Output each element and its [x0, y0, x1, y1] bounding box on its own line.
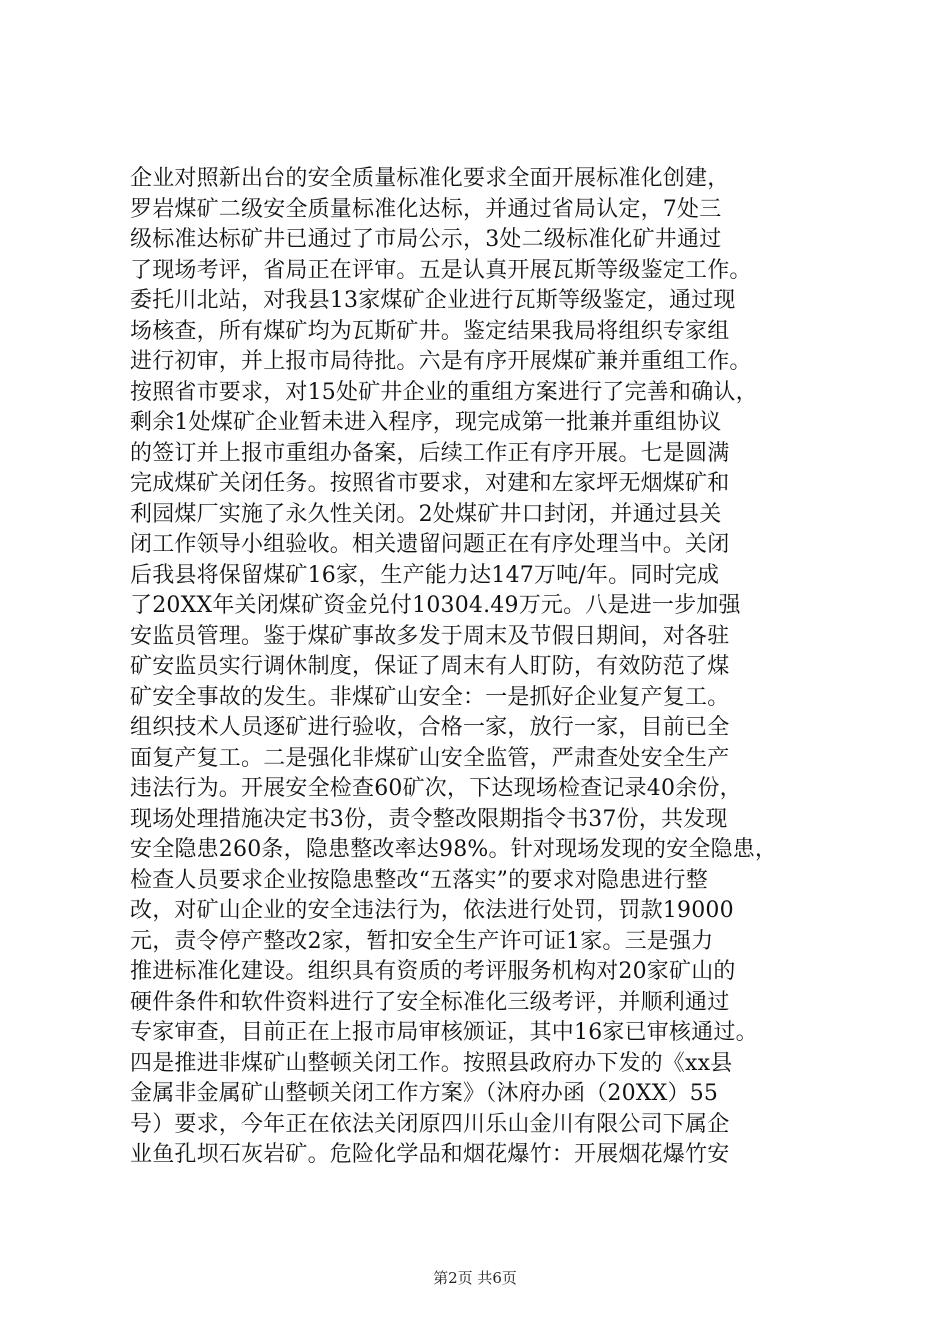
text-line: 剩余1处煤矿企业暂未进入程序，现完成第一批兼并重组协议 — [130, 410, 722, 435]
body-text — [130, 164, 830, 1171]
text-line: 了现场考评，省局正在评审。五是认真开展瓦斯等级鉴定工作。 — [130, 257, 752, 283]
text-line: 委托川北站，对我县13家煤矿企业进行瓦斯等级鉴定，通过现 — [130, 288, 736, 313]
text-line: 罗岩煤矿二级安全质量标准化达标，并通过省局认定，7处三 — [130, 196, 722, 222]
text-line: 企业对照新出台的安全质量标准化要求全面开展标准化创建， — [130, 166, 730, 191]
text-line: 完成煤矿关闭任务。按照省市要求，对建和左家坪无烟煤矿和 — [130, 471, 730, 496]
text-line: 硬件条件和软件资料进行了安全标准化三级考评，并顺利通过 — [130, 989, 730, 1015]
text-line: 改，对矿山企业的安全违法行为，依法进行处罚，罚款19000 — [130, 898, 734, 923]
text-line: 矿安全事故的发生。非煤矿山安全：一是抓好企业复产复工。 — [130, 684, 730, 710]
text-line: 进行初审，并上报市局待批。六是有序开展煤矿兼并重组工作。 — [130, 349, 752, 374]
text-line: 级标准达标矿井已通过了市局公示，3处二级标准化矿井通过 — [130, 227, 722, 252]
text-line: 检查人员要求企业按隐患整改“五落实”的要求对隐患进行整 — [130, 867, 708, 893]
page-number-footer: 第2页 共6页 — [433, 1269, 517, 1287]
text-line: 四是推进非煤矿山整顿关闭工作。按照县政府办下发的《xx县 — [130, 1050, 733, 1076]
text-line: 违法行为。开展安全检查60矿次，下达现场检查记录40余份， — [130, 776, 742, 801]
text-line: 安全隐患260条，隐患整改率达98%。针对现场发现的安全隐患， — [130, 837, 778, 862]
text-line: 组织技术人员逐矿进行验收，合格一家，放行一家，目前已全 — [130, 715, 730, 740]
text-line: 利园煤厂实施了永久性关闭。2处煤矿井口封闭，并通过县关 — [130, 501, 722, 527]
text-line: 矿安监员实行调休制度，保证了周末有人盯防，有效防范了煤 — [130, 654, 730, 679]
text-line: 推进标准化建设。组织具有资质的考评服务机构对20家矿山的 — [130, 959, 736, 984]
text-line: 业鱼孔坝石灰岩矿。危险化学品和烟花爆竹：开展烟花爆竹安 — [130, 1142, 730, 1167]
text-line: 金属非金属矿山整顿关闭工作方案》（沐府办函（20XX）55 — [130, 1081, 719, 1106]
text-line: 号）要求，今年正在依法关闭原四川乐山金川有限公司下属企 — [130, 1111, 730, 1137]
text-line: 了20XX年关闭煤矿资金兑付10304.49万元。八是进一步加强 — [130, 593, 741, 618]
text-line: 后我县将保留煤矿16家，生产能力达147万吨/年。同时完成 — [130, 562, 720, 588]
text-line: 安监员管理。鉴于煤矿事故多发于周末及节假日期间，对各驻 — [130, 623, 730, 649]
text-line: 面复产复工。二是强化非煤矿山安全监管，严肃查处安全生产 — [130, 745, 730, 771]
text-line: 现场处理措施决定书3份，责令整改限期指令书37份，共发现 — [130, 806, 728, 832]
text-line: 元，责令停产整改2家，暂扣安全生产许可证1家。三是强力 — [130, 928, 714, 954]
text-line: 专家审查，目前正在上报市局审核颁证，其中16家已审核通过。 — [130, 1020, 758, 1045]
text-line: 的签订并上报市重组办备案，后续工作正有序开展。七是圆满 — [130, 440, 730, 466]
text-line: 闭工作领导小组验收。相关遗留问题正在有序处理当中。关闭 — [130, 532, 730, 557]
text-line: 场核查，所有煤矿均为瓦斯矿井。鉴定结果我局将组织专家组 — [130, 318, 730, 344]
text-line: 按照省市要求，对15处矿井企业的重组方案进行了完善和确认， — [130, 379, 758, 405]
